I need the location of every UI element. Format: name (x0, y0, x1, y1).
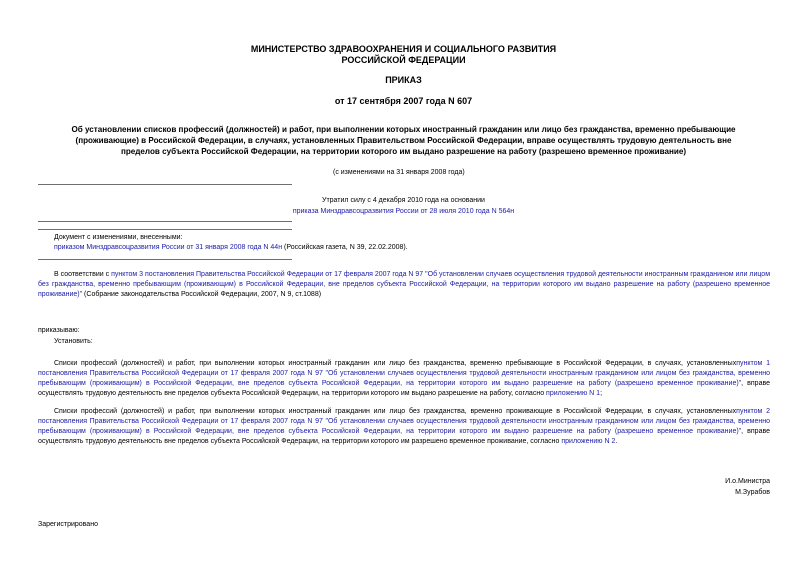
document-title-line2: (проживающие) в Российской Федерации, в случаях, установленных Правительством Российской Федерации, вправе осуществлять трудовую деятельность вне (75, 136, 732, 145)
void-notice-text: Утратил силу с 4 декабря 2010 года на основании (322, 197, 485, 204)
preamble-paragraph: В соответствии с пунктом 3 постановления Правительства Российской Федерации от 17 февраля 2007 года N 97 "Об установлении случаев осуществления трудовой деятельности иностранным гражданином или лицом без гражданства, временно пребывающим (проживающим) в Российской Федерации, вне пределов субъекта Российской Федерации, на территории которого им выдано разрешение на работу (разрешено временное проживание)" (Собрание законодательства Российской Федерации, 2007, N 9, ст.1088) (38, 271, 771, 298)
divider (38, 229, 292, 230)
changes-order-link[interactable]: приказом Минздравсоцразвития России от 31 января 2008 года N 44н (54, 244, 283, 251)
appendix-2-link[interactable]: приложению N 2 (561, 438, 616, 445)
signatory-name: М.Зурабов (735, 489, 770, 496)
appendix-1-link[interactable]: приложению N 1 (546, 390, 601, 397)
document-type: ПРИКАЗ (385, 75, 422, 85)
document-date-number: от 17 сентября 2007 года N 607 (334, 96, 473, 106)
registered-label: Зарегистрировано (38, 521, 98, 528)
changes-label: Документ с изменениями, внесенными: (54, 234, 183, 241)
changes-reference (54, 243, 408, 253)
document-title-line3: пределов субъекта Российской Федерации, на территории которого им выдано разрешение на работу (разрешено временное проживание) (120, 147, 687, 156)
void-notice-link[interactable]: приказа Минздравсоцразвития России от 28 июля 2010 года N 564н (292, 208, 515, 215)
resolution-97-point2-link[interactable]: пунктом 2 постановления Правительства Российской Федерации от 17 февраля 2007 года N 97 "Об установлении случаев осуществления трудовой деятельности иностранным гражданином или лицом без гражданства, временно пребывающим (проживающим) в Российской Федерации, вне пределов субъекта Российской Федерации, на территории которого им выдано разрешение на работу (разрешено временное проживание)" (38, 408, 770, 435)
list-item-1: Списки профессий (должностей) и работ, при выполнении которых иностранный гражданин или лицо без гражданства, временно пребывающие в Российской Федерации, в случаях, установленныхпунктом 1 постановления Правительства Российской Федерации от 17 февраля 2007 года N 97 "Об установлении случаев осуществления трудовой деятельности иностранным гражданином или лицом без гражданства, временно пребывающим (проживающим) в Российской Федерации, вне пределов субъекта Российской Федерации, на территории которого им выдано разрешение на работу (разрешено временное проживание)", вправе осуществлять трудовую деятельность вне пределов субъекта Российской Федерации, на территории которого им выдано разрешение на работу, согласно приложению N 1; (38, 360, 771, 397)
order-word: приказываю: (38, 327, 80, 334)
ministry-name-line2: РОССИЙСКОЙ ФЕДЕРАЦИИ (341, 55, 466, 65)
document-title-line1: Об установлении списков профессий (должностей) и работ, при выполнении которых иностранный гражданин или лицо без гражданства, временно пребывающие (71, 125, 736, 134)
resolution-97-point3-link[interactable]: пунктом 3 постановления Правительства Российской Федерации от 17 февраля 2007 года N 97 "Об установлении случаев осуществления трудовой деятельности иностранным гражданином или лицом без гражданства, временно пребывающим (проживающим) в Российской Федерации, вне пределов субъекта Российской Федерации, на территории которого им выдано разрешение на работу (разрешено временное проживание)" (38, 271, 771, 298)
resolution-97-point1-link[interactable]: пунктом 1 постановления Правительства Российской Федерации от 17 февраля 2007 года N 97 "Об установлении случаев осуществления трудовой деятельности иностранным гражданином или лицом без гражданства, временно пребывающим (проживающим) в Российской Федерации, вне пределов субъекта Российской Федерации, на территории которого им выдано разрешение на работу (разрешено временное проживание)" (38, 360, 770, 387)
signatory-position: И.о.Министра (725, 478, 770, 485)
establish-word: Установить: (54, 338, 93, 345)
amendment-note: (с изменениями на 31 января 2008 года) (333, 169, 465, 176)
divider (38, 221, 292, 222)
list-item-2: Списки профессий (должностей) и работ, при выполнении которых иностранный гражданин или лицо без гражданства, временно проживающие в Российской Федерации, в случаях, установленныхпунктом 2 постановления Правительства Российской Федерации от 17 февраля 2007 года N 97 "Об установлении случаев осуществления трудовой деятельности иностранным гражданином или лицом без гражданства, временно пребывающим (проживающим) в Российской Федерации, вне пределов субъекта Российской Федерации, на территории которого им выдано разрешение на работу (разрешено временное проживание)", вправе осуществлять трудовую деятельность вне пределов субъекта Российской Федерации, на территории которого им разрешено временное проживание, согласно приложению N 2. (38, 408, 771, 445)
divider (38, 184, 292, 185)
ministry-name-line1: МИНИСТЕРСТВО ЗДРАВООХРАНЕНИЯ И СОЦИАЛЬНОГО РАЗВИТИЯ (250, 44, 557, 54)
changes-source: (Российская газета, N 39, 22.02.2008). (282, 244, 408, 251)
divider (38, 259, 292, 260)
